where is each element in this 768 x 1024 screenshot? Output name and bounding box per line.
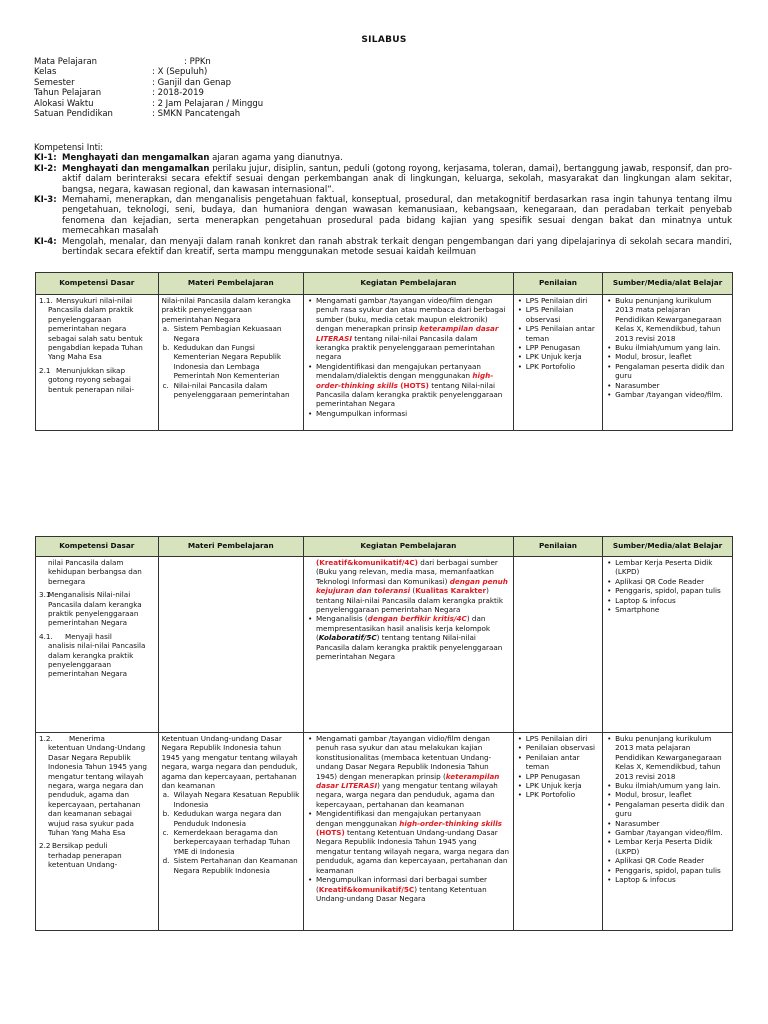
kd-text: Pancasila dalam praktik penyelenggaraan pemerintahan negara sebagai salah satu bentuk pengabdian kepada Tuhan Yang Maha Esa <box>48 305 143 362</box>
sumber-list <box>606 558 729 614</box>
ki-code: KI-1: <box>34 153 57 164</box>
list-marker: b. <box>162 343 170 353</box>
highlight-text: keterampilan dasar LITERASI <box>315 771 500 791</box>
list-text: Kedudukan warga negara dan Penduduk Indonesia <box>173 809 282 828</box>
meta-row <box>34 99 263 109</box>
list-item: • LPK Portofolio <box>526 362 599 371</box>
meta-value: : 2 Jam Pelajaran / Minggu <box>152 98 264 109</box>
kegiatan-list <box>307 734 510 903</box>
list-item: • Penilaian antar teman <box>526 753 599 772</box>
ki-code: KI-3: <box>34 195 57 206</box>
list-item <box>316 875 510 903</box>
kegiatan-list <box>307 614 510 661</box>
meta-label: Kelas <box>34 67 57 78</box>
kd-item <box>39 296 155 305</box>
kompetensi-dasar-cell <box>36 733 159 931</box>
sumber-list <box>606 734 729 885</box>
materi-intro: Ketentuan Undang-undang Dasar Negara Republik Indonesia tahun 1945 yang mengatur tentang wilayah negara, warga negara dan penduduk, agama dan kepercayaan, pertahanan dan keamanan <box>161 734 298 791</box>
list-item: • Pengalaman peserta didik dan guru <box>615 800 729 819</box>
list-text: Wilayah Negara Kesatuan Republik Indonesia <box>173 790 300 809</box>
kd-text: Bersikap peduli <box>52 841 108 851</box>
list-item: • Laptop & infocus <box>615 596 729 605</box>
list-item: • LPS Penilaian diri <box>526 734 599 743</box>
kd-number: 1.2. <box>39 734 53 743</box>
list-item <box>162 828 300 856</box>
course-info <box>34 57 263 119</box>
table-row <box>36 733 733 931</box>
list-item: • LPS Penilaian antar teman <box>526 324 599 343</box>
list-item: • Modul, brosur, leaflet <box>615 790 729 799</box>
table-header-row <box>36 273 733 295</box>
list-marker: c. <box>162 828 169 838</box>
header-kegiatan: Kegiatan Pembelajaran <box>303 537 513 557</box>
list-marker: c. <box>162 380 169 390</box>
list-item: • Narasumber <box>615 819 729 828</box>
kd-number: 2.2 <box>39 841 51 851</box>
list-text: Kemerdekaan beragama dan berkepercayaan terhadap Tuhan YME di Indonesia <box>173 828 291 856</box>
header-sumber: Sumber/Media/alat Belajar <box>603 273 733 295</box>
kegiatan-text: ) tentang Nilai-nilai Pancasila dalam kerangka praktik penyelenggaraan pemerintahan Negara <box>315 586 504 615</box>
meta-value: : 2018-2019 <box>152 88 204 99</box>
highlight-text: (HOTS) <box>400 380 429 390</box>
list-marker: b. <box>162 809 170 819</box>
highlight-text: Kualitas Karakter <box>415 586 487 596</box>
ki-text: Memahami, menerapkan, dan menganalisis pengetahuan faktual, konseptual, prosedural, dan metakognitif berdasarkan rasa ingin tahunya tentang ilmu pengetahuan, teknologi, seni, budaya, dan humaniora dengan wawasan kemanusiaan, kebangsaan, kenegaraan, dan peradaban terkait penyebab fenomena dan kejadian, serta menerapkan pengetahuan prosedural pada bidang kajian yang spesifik sesuai dengan bakat dan minatnya untuk memecahkan masalah <box>62 195 732 237</box>
list-text: Kedudukan dan Fungsi Kementerian Negara Republik Indonesia dan Lembaga Pemerintah Non Kementerian <box>173 343 282 381</box>
list-item: • Penggaris, spidol, papan tulis <box>615 866 729 875</box>
list-marker: a. <box>162 790 170 800</box>
header-sumber: Sumber/Media/alat Belajar <box>603 537 733 557</box>
materi-list <box>162 324 300 399</box>
sumber-list <box>606 296 729 399</box>
list-item <box>162 790 300 809</box>
kegiatan-text: tentang nilai-nilai Pancasila dalam kerangka praktik penyelenggaraan pemerintahan negara <box>315 333 495 362</box>
ki-text: Mengolah, menalar, dan menyaji dalam ranah konkret dan ranah abstrak terkait dengan pengembangan dari yang dipelajarinya di sekolah secara mandiri, bertindak secara efektif dan kreatif, serta mampu menggunakan metode sesuai kaidah keilmuan <box>62 236 732 258</box>
list-item: • Gambar /tayangan video/film. <box>615 390 729 399</box>
header-kegiatan: Kegiatan Pembelajaran <box>303 273 513 295</box>
meta-value: : X (Sepuluh) <box>152 67 208 78</box>
kd-text: ketentuan Undang-Undang Dasar Negara Republik Indonesia Tahun 1945 yang mengatur tentang wilayah negara, warga negara dan penduduk, agama dan kepercayaan, pertahanan dan keamanan sebagai wujud rasa syukur pada Tuhan Yang Maha Esa <box>48 743 147 838</box>
kd-number: 4.1. <box>39 631 53 641</box>
kd-number: 3.1 <box>39 590 51 600</box>
kd-item <box>39 366 155 375</box>
penilaian-cell <box>513 295 602 431</box>
list-item <box>316 614 510 661</box>
list-item: • Gambar /tayangan video/film. <box>615 828 729 837</box>
list-item <box>162 809 300 828</box>
kd-item <box>39 734 155 743</box>
ki-bold: Menghayati dan mengamalkan <box>62 153 210 164</box>
list-item: • LPP Penugasan <box>526 343 599 352</box>
kegiatan-text: ( <box>410 586 416 596</box>
list-marker: d. <box>162 856 170 866</box>
list-marker: a. <box>162 324 170 334</box>
sumber-cell <box>603 733 733 931</box>
kegiatan-cell <box>303 295 513 431</box>
list-item <box>316 296 510 362</box>
header-penilaian: Penilaian <box>513 537 602 557</box>
kompetensi-dasar-cell <box>36 295 159 431</box>
ki-item <box>34 195 732 237</box>
meta-label: Semester <box>34 77 75 88</box>
sumber-cell <box>603 557 733 733</box>
table-row <box>36 295 733 431</box>
list-text: Sistem Pertahanan dan Keamanan Negara Republik Indonesia <box>173 856 298 875</box>
kd-number: 1.1. <box>39 296 53 305</box>
list-item <box>316 734 510 809</box>
list-text: Sistem Pembagian Kekuasaan Negara <box>173 324 282 343</box>
highlight-text: dengan penuh kejujuran dan toleransi <box>315 576 508 596</box>
kd-item <box>39 841 155 850</box>
kegiatan-text: Mengamati gambar /tayangan video/film dengan penuh rasa syukur dan atau membaca dari berbagai sumber (buku, media cetak maupun elektronik) dengan menerapkan prinsip <box>315 296 506 334</box>
kd-text: gotong royong sebagai bentuk penerapan nilai- <box>48 375 135 394</box>
list-item: • Aplikasi QR Code Reader <box>615 856 729 865</box>
meta-row <box>34 109 263 119</box>
list-item <box>316 809 510 875</box>
list-item: • Penilaian observasi <box>526 743 599 752</box>
syllabus-table-2 <box>35 536 733 931</box>
ki-heading: Kompetensi Inti: <box>34 143 104 153</box>
kd-text: Menunjukkan sikap <box>56 365 126 375</box>
list-item: • Buku ilmiah/umum yang lain. <box>615 343 729 352</box>
penilaian-list <box>517 734 599 800</box>
list-item: • Smartphone <box>615 605 729 614</box>
highlight-text: (Kreatif&komunikatif/4C) <box>315 558 418 567</box>
list-item: • Buku ilmiah/umum yang lain. <box>615 781 729 790</box>
kegiatan-text: Mengidentifikasi dan mengajukan pertanyaan dengan menggunakan <box>315 809 481 828</box>
list-item: • Buku penunjang kurikulum 2013 mata pelajaran Pendidikan Kewarganegaraan Kelas X, Kemendikbud, tahun 2013 revisi 2018 <box>615 296 729 343</box>
highlight-text: dengan berfikir kritis/4C <box>367 614 467 624</box>
kegiatan-cell <box>303 557 513 733</box>
list-item <box>162 856 300 875</box>
penilaian-cell <box>513 733 602 931</box>
list-item <box>316 362 510 409</box>
list-item: • LPS Penilaian diri <box>526 296 599 305</box>
meta-value: : Ganjil dan Genap <box>152 77 232 88</box>
meta-value: : SMKN Pancatengah <box>152 109 241 120</box>
kd-text: Mensyukuri nilai-nilai <box>56 296 132 305</box>
header-kompetensi-dasar: Kompetensi Dasar <box>36 273 159 295</box>
penilaian-list <box>517 296 599 371</box>
kegiatan-text: Mengamati gambar /tayangan vidio/film dengan penuh rasa syukur dan atau melakukan kajian konstitusionalitas (membaca ketentuan Undang-undang Dasar Negara Republik Indonesia Tahun 1945) dengan menerapkan prinsip ( <box>315 734 492 781</box>
kompetensi-inti <box>34 143 732 257</box>
list-item <box>162 343 300 381</box>
list-text: Nilai-nilai Pancasila dalam penyelenggaraan pemerintahan <box>173 380 290 400</box>
meta-row <box>34 67 263 77</box>
highlight-text: Kolaboratif/5C <box>318 633 377 643</box>
meta-label: Satuan Pendidikan <box>34 109 113 120</box>
meta-label: Alokasi Waktu <box>34 98 94 109</box>
table-header-row <box>36 537 733 557</box>
list-item: • Laptop & infocus <box>615 875 729 884</box>
meta-row <box>34 57 263 67</box>
kd-number: 2.1 <box>39 365 51 375</box>
list-item: • Buku penunjang kurikulum 2013 mata pelajaran Pendidikan Kewarganegaraan Kelas X, Kemendikbud, tahun 2013 revisi 2018 <box>615 734 729 781</box>
kegiatan-cell <box>303 733 513 931</box>
kegiatan-text: Mengumpulkan informasi dari berbagai sumber ( <box>315 875 488 894</box>
syllabus-table-1 <box>35 272 733 431</box>
kegiatan-text: ) yang mengatur tentang wilayah negara, warga negara dan penduduk, agama dan kepercayaan, pertahanan dan keamanan <box>315 781 498 809</box>
ki-item <box>34 153 732 163</box>
list-item: • LPK Portofolio <box>526 790 599 799</box>
ki-text <box>62 153 732 163</box>
kegiatan-text: ) tentang Ketentuan Undang-undang Dasar Negara <box>315 884 487 903</box>
highlight-text: high-order-thinking skills <box>315 371 494 390</box>
header-penilaian: Penilaian <box>513 273 602 295</box>
materi-cell <box>158 295 303 431</box>
highlight-text: keterampilan dasar LITERASI <box>315 324 499 343</box>
list-item: • Pengalaman peserta didik dan guru <box>615 362 729 381</box>
highlight-text: high-order-thinking skills <box>399 818 502 828</box>
ki-bold: Menghayati dan mengamalkan <box>62 163 210 174</box>
meta-row <box>34 88 263 98</box>
list-item <box>162 380 300 400</box>
highlight-text: (HOTS) <box>315 828 345 838</box>
table-row <box>36 557 733 733</box>
list-item <box>162 324 300 343</box>
header-materi: Materi Pembelajaran <box>158 537 303 557</box>
materi-intro: Nilai-nilai Pancasila dalam kerangka praktik penyelenggaraan pemerintahan Negara <box>161 296 291 324</box>
list-item: • LPP Penugasan <box>526 772 599 781</box>
list-item: • Lembar Kerja Peserta Didik (LKPD) <box>615 837 729 856</box>
list-item: • LPS Penilaian observasi <box>526 305 599 324</box>
meta-row <box>34 78 263 88</box>
ki-code: KI-2: <box>34 163 57 174</box>
page-title: SILABUS <box>361 35 407 45</box>
kegiatan-list <box>307 296 510 418</box>
header-kompetensi-dasar: Kompetensi Dasar <box>36 537 159 557</box>
kd-item <box>39 590 155 628</box>
meta-label: Tahun Pelajaran <box>34 88 102 99</box>
penilaian-cell <box>513 557 602 733</box>
list-item: • LPK Unjuk kerja <box>526 352 599 361</box>
kd-text: Menganalisis Nilai-nilai Pancasila dalam kerangka praktik penyelenggaraan pemerintahan Negara <box>48 590 142 628</box>
kd-text: analisis nilai-nilai Pancasila dalam kerangka praktik penyelenggaraan pemerintahan Negara <box>48 641 146 679</box>
list-item: • Narasumber <box>615 381 729 390</box>
kd-item <box>39 632 155 641</box>
list-item: • Aplikasi QR Code Reader <box>615 577 729 586</box>
highlight-text: Kreatif&komunikatif/5C <box>318 884 415 894</box>
sumber-cell <box>603 295 733 431</box>
kegiatan-text: dari berbagai sumber (Buku yang relevan, media masa, memanfaatkan Teknologi Informasi dan Komunikasi) <box>315 558 498 586</box>
kd-text: Menerima <box>69 734 105 743</box>
meta-value: : PPKn <box>184 57 211 67</box>
kegiatan-continued <box>307 558 510 614</box>
list-item: • Mengumpulkan informasi <box>316 409 510 418</box>
kegiatan-text: tentang Ketentuan Undang-undang Dasar Negara Republik Indonesia Tahun 1945 yang mengatur tentang wilayah negara, warga negara dan penduduk, agama dan kepercayaan, pertahanan dan keamanan <box>315 828 510 875</box>
materi-cell <box>158 733 303 931</box>
list-item: • Modul, brosur, leaflet <box>615 352 729 361</box>
ki-code: KI-4: <box>34 236 57 247</box>
kegiatan-text: Menganalisis ( <box>315 614 368 624</box>
ki-body: perilaku jujur, disiplin, santun, peduli (gotong royong, kerjasama, toleran, damai), bertanggung jawab, responsif, dan pro-aktif dalam berinteraksi secara efektif sesuai dengan perkembangan anak di lingkungan, keluarga, sekolah, masyarakat dan lingkungan alam sekitar, bangsa, negara, kawasan regional, dan kawasan internasional”. <box>62 163 733 195</box>
kd-text: Menyaji hasil <box>65 631 112 641</box>
materi-list <box>162 790 300 875</box>
list-item: • Penggaris, spidol, papan tulis <box>615 586 729 595</box>
kd-text: terhadap penerapan ketentuan Undang- <box>48 850 122 870</box>
kegiatan-text: ) tentang tentang Nilai-nilai Pancasila dalam kerangka praktik penyelenggaraan pemerintahan Negara <box>315 633 503 662</box>
kegiatan-text: tentang Nilai-nilai Pancasila dalam kerangka praktik penyelenggaraan pemerintahan Negara <box>315 380 503 409</box>
materi-cell <box>158 557 303 733</box>
kd-text: nilai Pancasila dalam kehidupan berbangsa dan bernegara <box>48 558 142 586</box>
list-item: • Lembar Kerja Peserta Didik (LKPD) <box>615 558 729 577</box>
ki-item <box>34 237 732 258</box>
ki-text <box>62 164 732 195</box>
meta-label: Mata Pelajaran <box>34 57 98 67</box>
ki-body: ajaran agama yang dianutnya. <box>209 153 343 164</box>
kompetensi-dasar-cell <box>36 557 159 733</box>
list-item: • LPK Unjuk kerja <box>526 781 599 790</box>
kegiatan-text: ) dan mempresentasikan hasil analisis kerja kelompok ( <box>315 614 491 643</box>
header-materi: Materi Pembelajaran <box>158 273 303 295</box>
kegiatan-text: Mengidentifikasi dan mengajukan pertanyaan mendalam/dialektis dengan menggunakan <box>315 361 481 381</box>
ki-item <box>34 164 732 195</box>
